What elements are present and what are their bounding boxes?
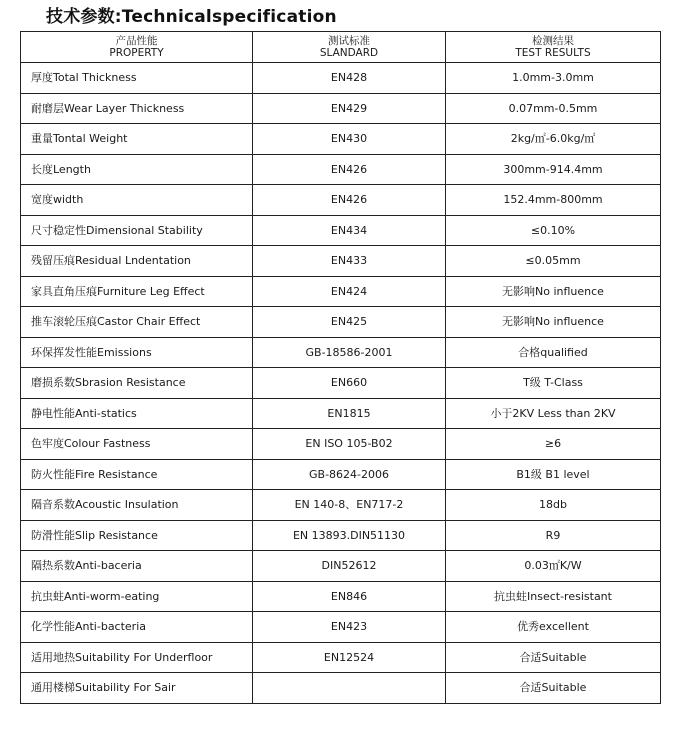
result-cell: 优秀excellent	[446, 612, 661, 643]
result-cell: 1.0mm-3.0mm	[446, 63, 661, 94]
property-cell: 通用楼梯Suitability For Sair	[21, 673, 253, 704]
property-cell: 尺寸稳定性Dimensional Stability	[21, 215, 253, 246]
property-cell: 防滑性能Slip Resistance	[21, 520, 253, 551]
property-cell: 色牢度Colour Fastness	[21, 429, 253, 460]
table-row	[21, 246, 661, 277]
result-cell: 合适Suitable	[446, 642, 661, 673]
table-row	[21, 93, 661, 124]
property-cell: 厚度Total Thickness	[21, 63, 253, 94]
result-cell: 2kg/㎡-6.0kg/㎡	[446, 124, 661, 155]
result-cell: 无影响No influence	[446, 276, 661, 307]
result-cell: ≤0.05mm	[446, 246, 661, 277]
standard-cell: EN846	[253, 581, 446, 612]
property-cell: 磨损系数Sbrasion Resistance	[21, 368, 253, 399]
result-cell: ≥6	[446, 429, 661, 460]
property-cell: 家具直角压痕Furniture Leg Effect	[21, 276, 253, 307]
standard-cell: EN428	[253, 63, 446, 94]
result-cell: B1级 B1 level	[446, 459, 661, 490]
property-cell: 环保挥发性能Emissions	[21, 337, 253, 368]
result-cell: 合格qualified	[446, 337, 661, 368]
standard-cell: EN434	[253, 215, 446, 246]
standard-cell: EN429	[253, 93, 446, 124]
standard-cell: EN ISO 105-B02	[253, 429, 446, 460]
result-cell: 抗虫蛀Insect-resistant	[446, 581, 661, 612]
standard-cell: EN660	[253, 368, 446, 399]
property-cell: 残留压痕Residual Lndentation	[21, 246, 253, 277]
result-cell: 合适Suitable	[446, 673, 661, 704]
property-cell: 化学性能Anti-bacteria	[21, 612, 253, 643]
result-cell: 18db	[446, 490, 661, 521]
result-cell: 152.4mm-800mm	[446, 185, 661, 216]
table-row	[21, 551, 661, 582]
standard-cell: EN1815	[253, 398, 446, 429]
table-row	[21, 429, 661, 460]
result-cell: 0.03㎡K/W	[446, 551, 661, 582]
header-property	[21, 32, 253, 63]
table-row	[21, 307, 661, 338]
result-cell: 0.07mm-0.5mm	[446, 93, 661, 124]
result-cell: 无影响No influence	[446, 307, 661, 338]
standard-cell: GB-18586-2001	[253, 337, 446, 368]
header-result-zh: 检测结果	[532, 35, 574, 47]
standard-cell: EN430	[253, 124, 446, 155]
standard-cell	[253, 673, 446, 704]
table-header-row	[21, 32, 661, 63]
page-title: 技术参数:Technicalspecification	[46, 7, 337, 27]
table-row	[21, 642, 661, 673]
standard-cell: EN424	[253, 276, 446, 307]
table-row	[21, 520, 661, 551]
result-cell: ≤0.10%	[446, 215, 661, 246]
table-row	[21, 490, 661, 521]
table-row	[21, 459, 661, 490]
table-row	[21, 124, 661, 155]
standard-cell: EN 13893.DIN51130	[253, 520, 446, 551]
result-cell: R9	[446, 520, 661, 551]
header-standard	[253, 32, 446, 63]
table-row	[21, 337, 661, 368]
table-row	[21, 581, 661, 612]
property-cell: 重量Tontal Weight	[21, 124, 253, 155]
table-row	[21, 612, 661, 643]
standard-cell: EN425	[253, 307, 446, 338]
result-cell: T级 T-Class	[446, 368, 661, 399]
property-cell: 宽度width	[21, 185, 253, 216]
header-property-en: PROPERTY	[109, 47, 164, 59]
header-standard-en: SLANDARD	[319, 47, 379, 59]
standard-cell: EN433	[253, 246, 446, 277]
standard-cell: EN423	[253, 612, 446, 643]
standard-cell: EN426	[253, 154, 446, 185]
property-cell: 隔音系数Acoustic Insulation	[21, 490, 253, 521]
table-row	[21, 673, 661, 704]
standard-cell: GB-8624-2006	[253, 459, 446, 490]
property-cell: 推车滚轮压痕Castor Chair Effect	[21, 307, 253, 338]
property-cell: 隔热系数Anti-baceria	[21, 551, 253, 582]
property-cell: 耐磨层Wear Layer Thickness	[21, 93, 253, 124]
table-row	[21, 154, 661, 185]
standard-cell: EN12524	[253, 642, 446, 673]
result-cell: 300mm-914.4mm	[446, 154, 661, 185]
table-row	[21, 185, 661, 216]
header-property-zh: 产品性能	[115, 35, 158, 47]
standard-cell: EN426	[253, 185, 446, 216]
standard-cell: DIN52612	[253, 551, 446, 582]
standard-cell: EN 140-8、EN717-2	[253, 490, 446, 521]
table-row	[21, 215, 661, 246]
property-cell: 防火性能Fire Resistance	[21, 459, 253, 490]
property-cell: 静电性能Anti-statics	[21, 398, 253, 429]
table-row	[21, 368, 661, 399]
spec-table	[20, 31, 661, 704]
property-cell: 抗虫蛀Anti-worm-eating	[21, 581, 253, 612]
header-standard-zh: 测试标准	[328, 35, 370, 47]
table-row	[21, 398, 661, 429]
result-cell: 小于2KV Less than 2KV	[446, 398, 661, 429]
header-result-en: TEST RESULTS	[515, 47, 591, 59]
property-cell: 适用地热Suitability For Underfloor	[21, 642, 253, 673]
table-row	[21, 276, 661, 307]
property-cell: 长度Length	[21, 154, 253, 185]
table-row	[21, 63, 661, 94]
header-result	[446, 32, 661, 63]
